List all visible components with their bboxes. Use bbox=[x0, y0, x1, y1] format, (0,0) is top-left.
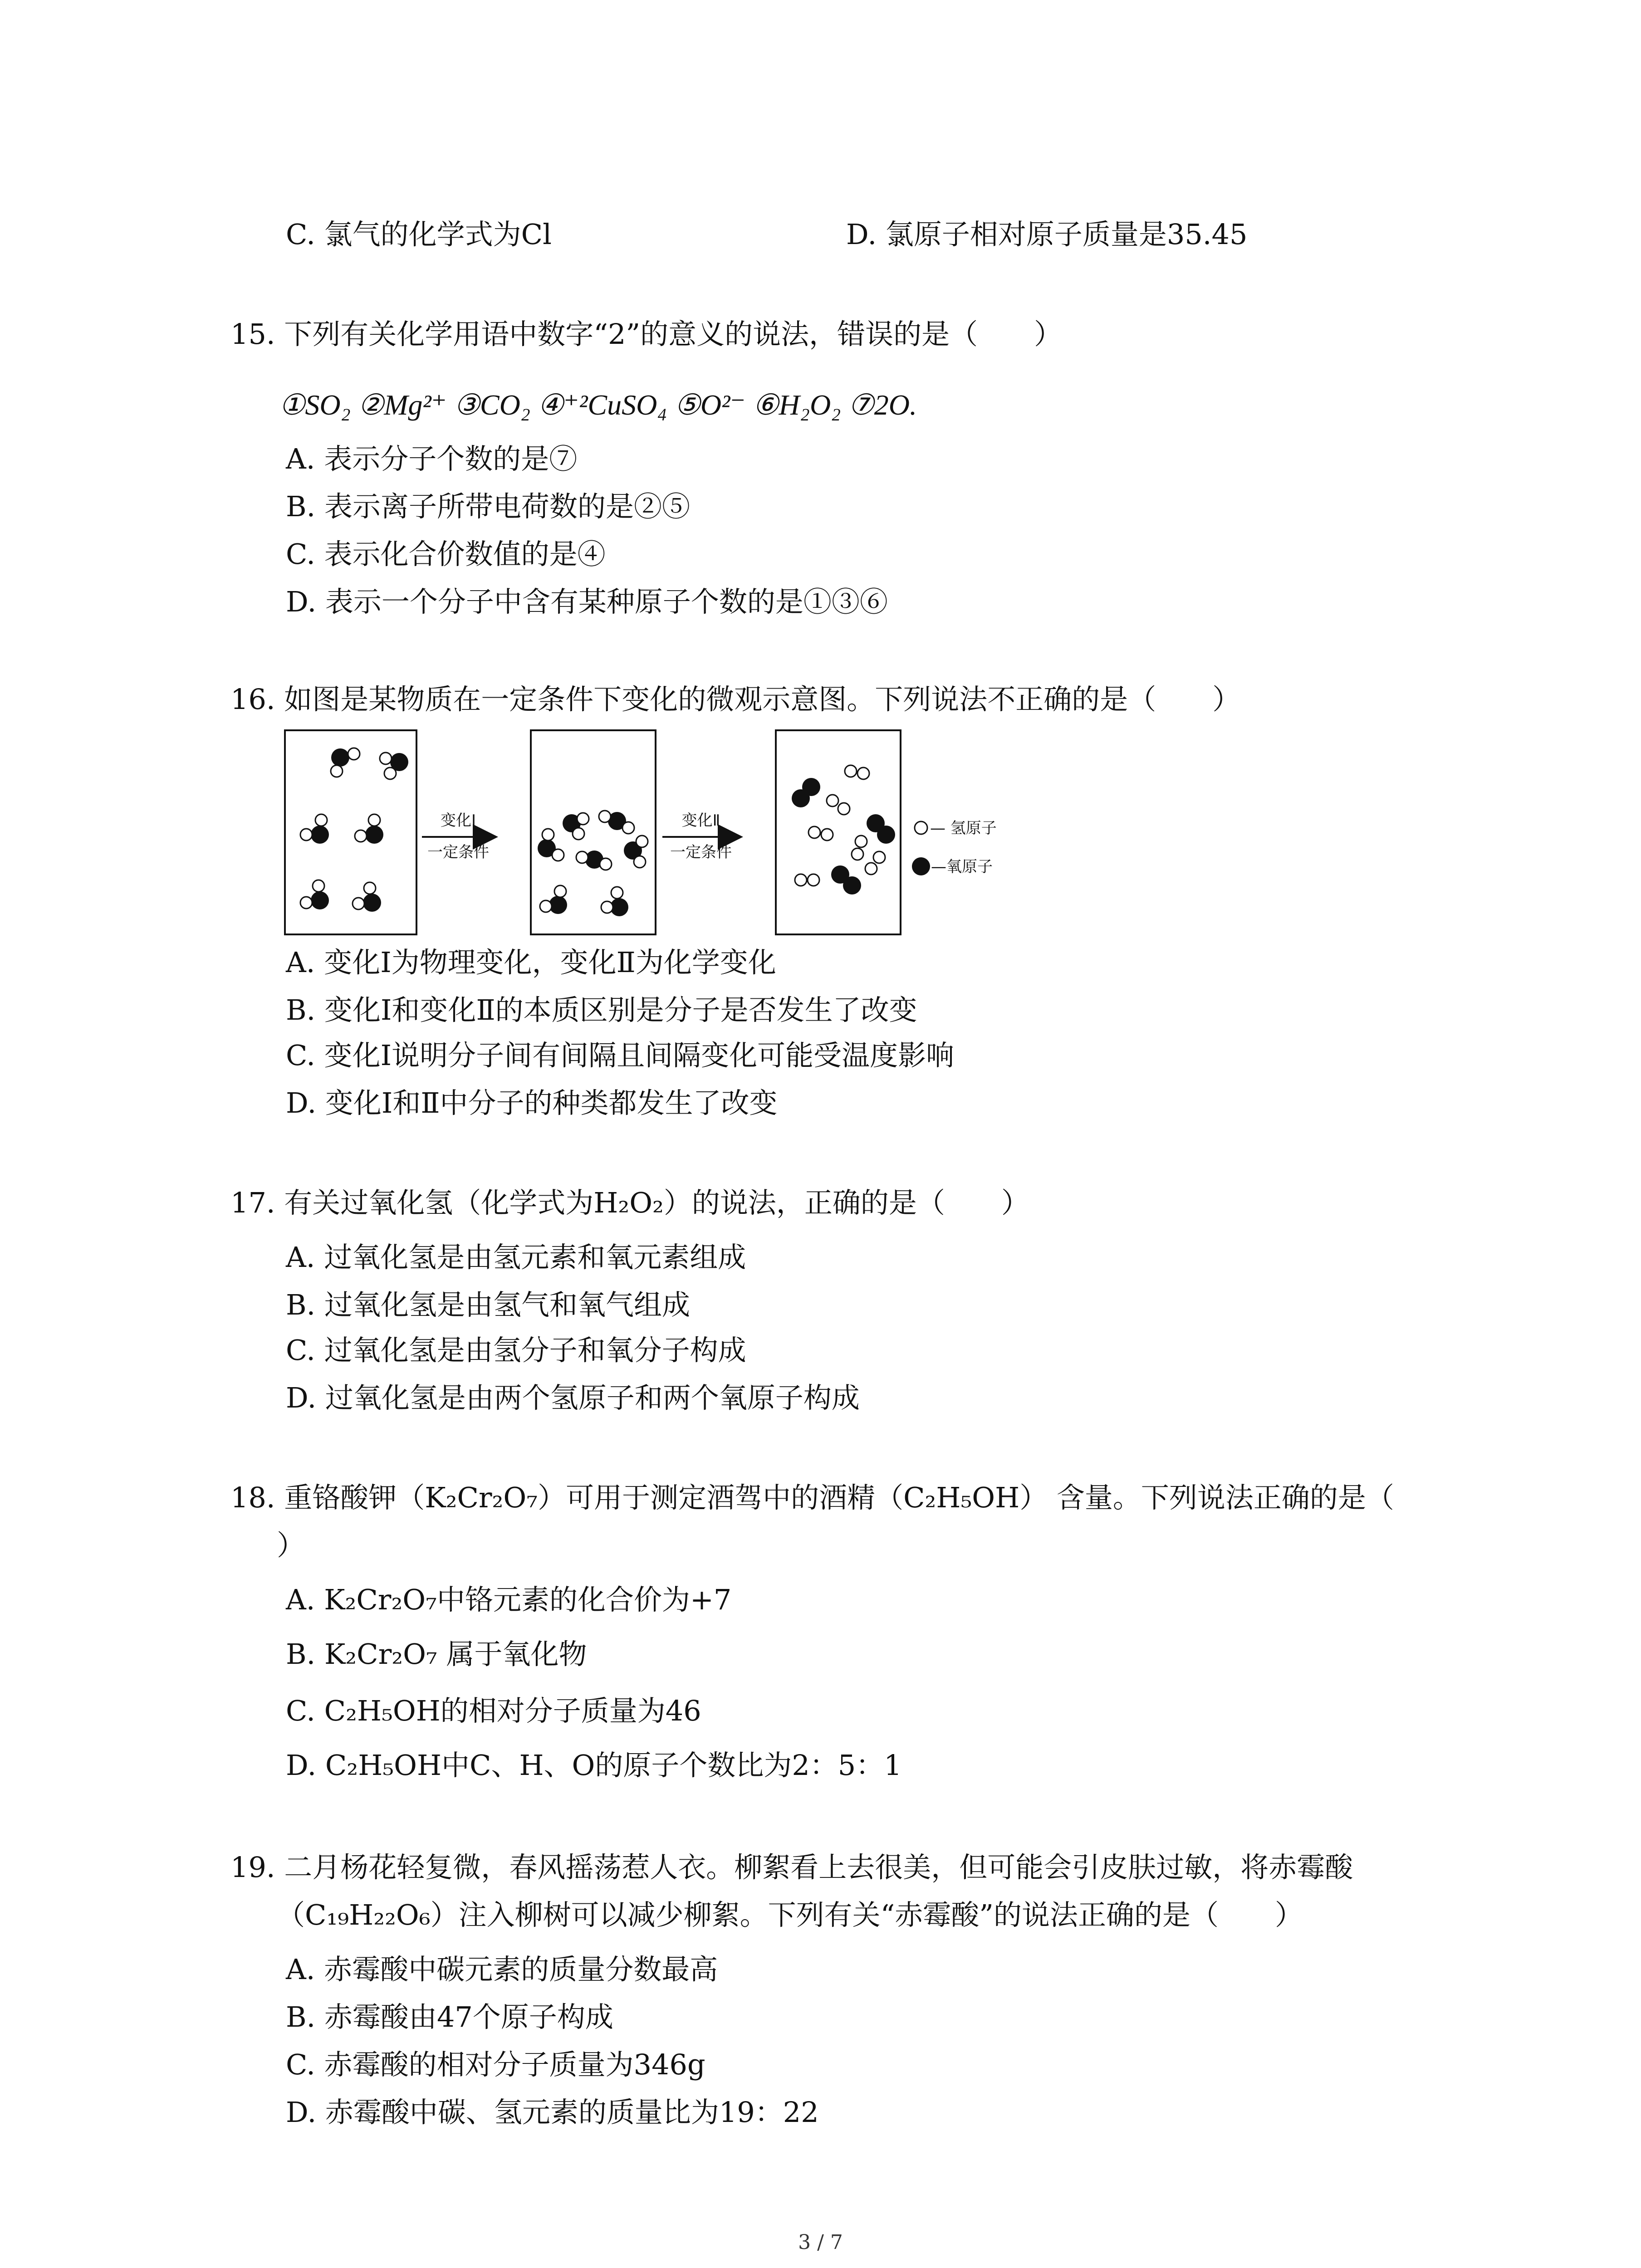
q16-option-a: A. 变化Ⅰ为物理变化，变化Ⅱ为化学变化 bbox=[286, 946, 776, 979]
change1-condition: 一定条件 bbox=[427, 843, 489, 861]
q19-option-b: B. 赤霉酸由47个原子构成 bbox=[286, 2000, 613, 2033]
change2-label: 变化Ⅱ bbox=[681, 811, 720, 830]
q19-option-a: A. 赤霉酸中碳元素的质量分数最高 bbox=[286, 1953, 718, 1986]
q19-option-d: D. 赤霉酸中碳、氢元素的质量比为19：22 bbox=[286, 2096, 819, 2129]
q17-stem: 17. 有关过氧化氢（化学式为H₂O₂）的说法，正确的是（ ） bbox=[230, 1186, 1029, 1219]
q17-option-d: D. 过氧化氢是由两个氢原子和两个氧原子构成 bbox=[286, 1381, 860, 1414]
legend-hydrogen-label: — 氢原子 bbox=[930, 819, 997, 837]
q15-symbols: ①SO₂ ②Mg²⁺ ③CO₂ ④⁺²CuSO₄ ⑤O²⁻ ⑥H₂O₂ ⑦2O. bbox=[279, 389, 917, 421]
legend-oxygen-icon bbox=[912, 857, 930, 875]
q15-option-d: D. 表示一个分子中含有某种原子个数的是①③⑥ bbox=[286, 585, 888, 618]
q17-option-b: B. 过氧化氢是由氢气和氧气组成 bbox=[286, 1288, 690, 1321]
q17-option-c: C. 过氧化氢是由氢分子和氧分子构成 bbox=[286, 1334, 746, 1367]
q19-stem-line2: （C₁₉H₂₂O₆）注入柳树可以减少柳絮。下列有关“赤霉酸”的说法正确的是（ ） bbox=[277, 1898, 1303, 1931]
legend-hydrogen-icon bbox=[915, 821, 927, 834]
q16-option-b: B. 变化Ⅰ和变化Ⅱ的本质区别是分子是否发生了改变 bbox=[286, 993, 917, 1026]
q18-stem-line1: 18. 重铬酸钾（K₂Cr₂O₇）可用于测定酒驾中的酒精（C₂H₅OH） 含量。下列说法正确的是（ bbox=[230, 1481, 1394, 1514]
q17-option-a: A. 过氧化氢是由氢元素和氧元素组成 bbox=[286, 1241, 746, 1274]
q15-option-a: A. 表示分子个数的是⑦ bbox=[286, 442, 578, 475]
q16-micro-diagram bbox=[281, 726, 1062, 939]
q18-option-c: C. C₂H₅OH的相对分子质量为46 bbox=[286, 1694, 701, 1727]
change1-label: 变化Ⅰ bbox=[440, 811, 476, 830]
change2-condition: 一定条件 bbox=[670, 843, 732, 861]
q19-stem-line1: 19. 二月杨花轻复微，春风摇荡惹人衣。柳絮看上去很美，但可能会引皮肤过敏，将赤霉酸 bbox=[230, 1851, 1353, 1884]
q16-option-d: D. 变化Ⅰ和Ⅱ中分子的种类都发生了改变 bbox=[286, 1086, 778, 1119]
q15-option-c: C. 表示化合价数值的是④ bbox=[286, 538, 606, 571]
q14-option-c: C. 氯气的化学式为Cl bbox=[286, 218, 552, 251]
q19-option-c: C. 赤霉酸的相对分子质量为346g bbox=[286, 2048, 705, 2081]
legend-oxygen-label: —氧原子 bbox=[931, 858, 993, 876]
q15-stem: 15. 下列有关化学用语中数字“2”的意义的说法，错误的是（ ） bbox=[230, 318, 1063, 351]
q16-option-c: C. 变化Ⅰ说明分子间有间隔且间隔变化可能受温度影响 bbox=[286, 1039, 955, 1072]
page-number: 3 / 7 bbox=[798, 2231, 843, 2254]
q18-option-b: B. K₂Cr₂O₇ 属于氧化物 bbox=[286, 1637, 587, 1671]
q16-stem: 16. 如图是某物质在一定条件下变化的微观示意图。下列说法不正确的是（ ） bbox=[230, 683, 1241, 716]
q18-option-a: A. K₂Cr₂O₇中铬元素的化合价为+7 bbox=[286, 1583, 732, 1616]
q14-option-d: D. 氯原子相对原子质量是35.45 bbox=[846, 218, 1248, 251]
q18-stem-line2: ） bbox=[277, 1529, 305, 1562]
q18-option-d: D. C₂H₅OH中C、H、O的原子个数比为2：5：1 bbox=[286, 1749, 902, 1782]
q15-option-b: B. 表示离子所带电荷数的是②⑤ bbox=[286, 490, 690, 523]
